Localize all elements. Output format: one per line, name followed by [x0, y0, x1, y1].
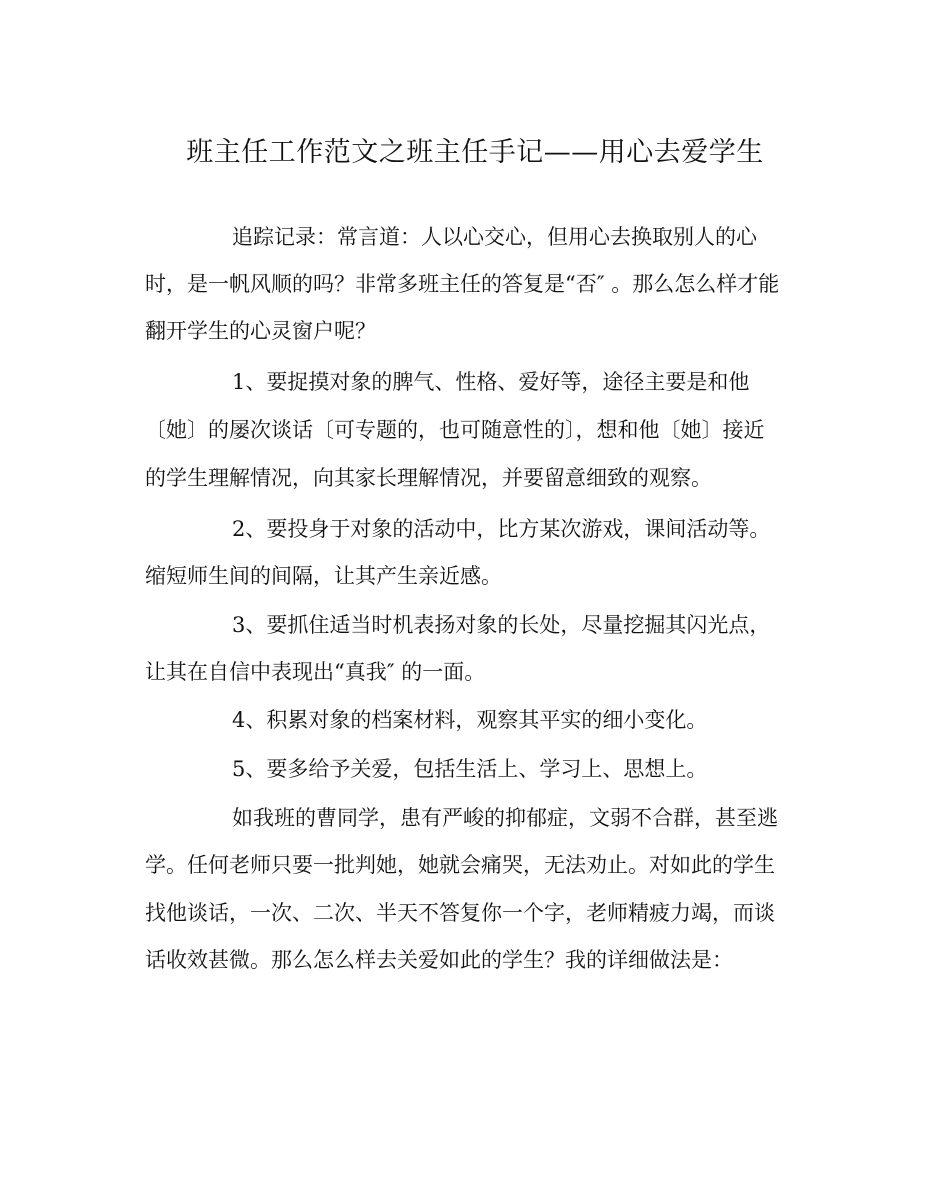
paragraph-line: 时，是一帆风顺的吗？非常多班主任的答复是“否″ 。那么怎么样才能: [145, 272, 780, 296]
paragraph-line: 缩短师生间的间隔，让其产生亲近感。: [145, 564, 502, 588]
paragraph-line: 3、要抓住适当时机表扬对象的长处，尽量挖掘其闪光点，: [232, 613, 771, 637]
paragraph-line: 学。任何老师只要一批判她，她就会痛哭，无法劝止。对如此的学生: [145, 853, 775, 877]
paragraph-line: 找他谈话，一次、二次、半天不答复你一个字，老师精疲力竭，而谈: [145, 901, 775, 925]
paragraph-line: 1、要捉摸对象的脾气、性格、爱好等，途径主要是和他: [232, 370, 750, 394]
paragraph-line: 〔她〕的屡次谈话〔可专题的，也可随意性的〕，想和他〔她〕接近: [145, 418, 765, 442]
paragraph-line: 让其在自信中表现出“真我″ 的一面。: [145, 660, 486, 684]
paragraph-line: 的学生理解情况，向其家长理解情况，并要留意细致的观察。: [145, 466, 712, 490]
paragraph-line: 翻开学生的心灵窗户呢？: [145, 319, 376, 343]
paragraph-line: 追踪记录：常言道：人以心交心，但用心去换取别人的心: [232, 225, 757, 249]
paragraph-line: 5、要多给予关爱，包括生活上、学习上、思想上。: [232, 757, 708, 781]
paragraph-line: 如我班的曹同学，患有严峻的抑郁症，文弱不合群，甚至逃: [232, 806, 778, 830]
document-title: 班主任工作范文之班主任手记——用心去爱学生: [186, 137, 764, 168]
paragraph-line: 4、积累对象的档案材料，观察其平实的细小变化。: [232, 708, 708, 732]
paragraph-line: 话收效甚微。那么怎么样去关爱如此的学生？我的详细做法是：: [145, 948, 733, 972]
paragraph-line: 2、要投身于对象的活动中，比方某次游戏，课间活动等。: [232, 517, 771, 541]
